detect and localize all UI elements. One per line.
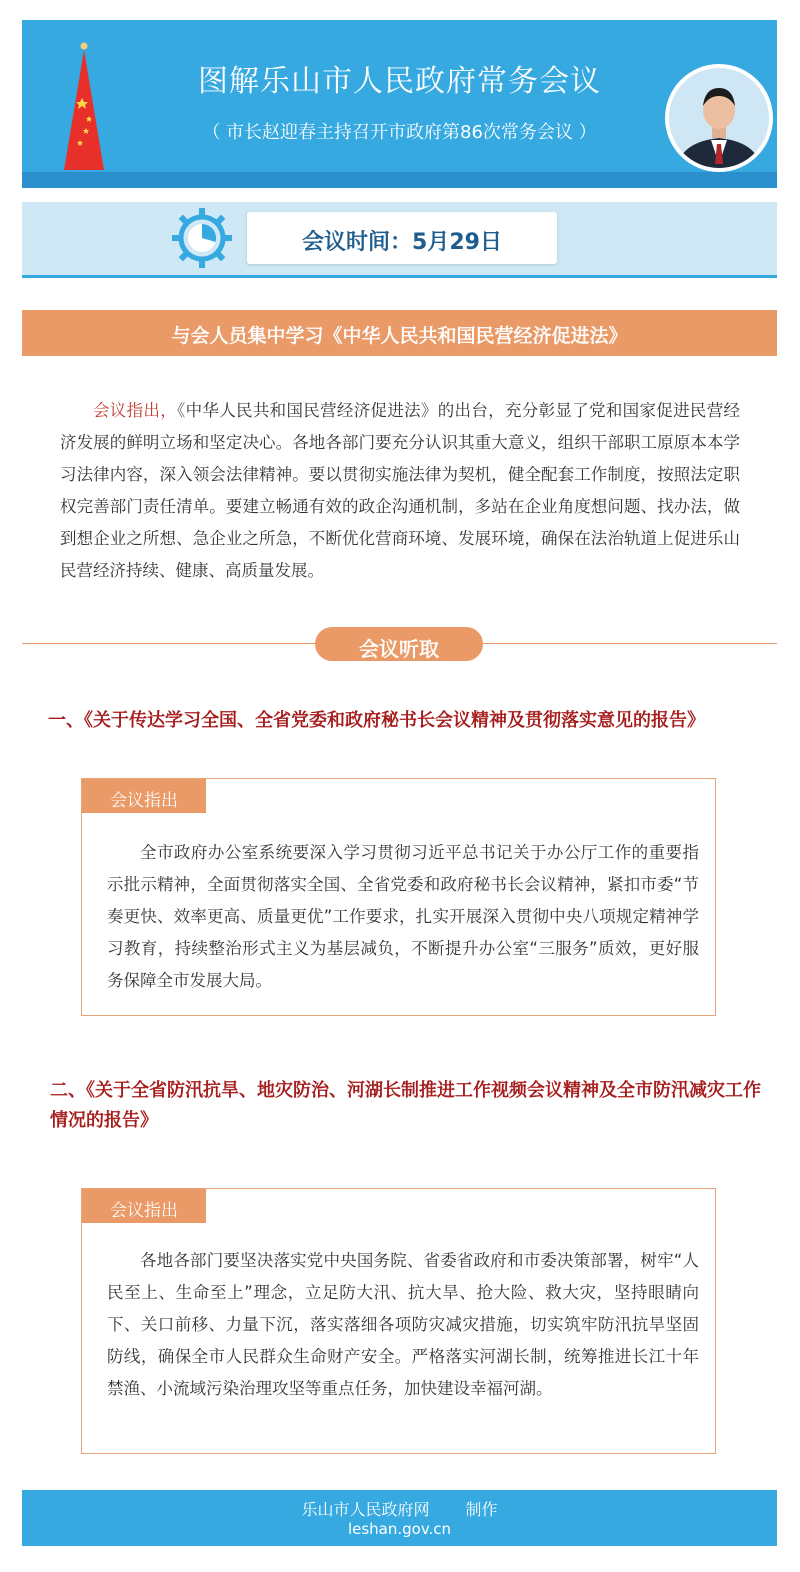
study-body: 《中华人民共和国民营经济促进法》的出台，充分彰显了党和国家促进民营经济发展的鲜明立场和坚定决心。各地各部门要充分认识其重大意义，组织干部职工原原本本学习法律内容，深入领会法律精神。要以贯彻实施法律为契机，健全配套工作制度，按照法定职权完善部门责任清单。要建立畅通有效的政企沟通机制，多站在企业角度想问题、找办法，做到想企业之所想、急企业之所急，不断优化营商环境、发展环境，确保在法治轨道上促进乐山民营经济持续、健康、高质量发展。 bbox=[60, 401, 741, 580]
footer-producer: 乐山市人民政府网 bbox=[301, 1500, 430, 1519]
banner-bottom-strip bbox=[22, 172, 777, 188]
report-body-2: 各地各部门要坚决落实党中央国务院、省委省政府和市委决策部署，树牢“人民至上、生命至上”理念，立足防大汛、抗大旱、抢大险、救大灾，坚持眼睛向下、关口前移、力量下沉，落实落细各项防灾减灾措施，切实筑牢防汛抗旱坚固防线，确保全市人民群众生命财产安全。严格落实河湖长制，统筹推进长江十年禁渔、小流域污染治理攻坚等重点任务，加快建设幸福河湖。 bbox=[107, 1251, 699, 1398]
hearing-pill bbox=[315, 627, 483, 661]
meeting-time-box bbox=[247, 212, 557, 264]
study-lead: 会议指出， bbox=[93, 401, 178, 420]
gear-clock-icon bbox=[170, 206, 234, 270]
footer-url[interactable]: leshan.gov.cn bbox=[347, 1520, 452, 1538]
report-heading-1: 一、《关于传达学习全国、全省党委和政府秘书长会议精神及贯彻落实意见的报告》 bbox=[48, 710, 705, 731]
page-title: 图解乐山市人民政府常务会议 bbox=[198, 64, 601, 99]
study-section-title: 与会人员集中学习《中华人民共和国民营经济促进法》 bbox=[171, 325, 628, 347]
page-subtitle: （ 市长赵迎春主持召开市政府第86次常务会议 ） bbox=[202, 122, 597, 143]
footer bbox=[22, 1490, 777, 1546]
report-body-1: 全市政府办公室系统要深入学习贯彻习近平总书记关于办公厅工作的重要指示批示精神，全面贯彻落实全国、全省党委和政府秘书长会议精神，紧扣市委“节奏更快、效率更高、质量更优”工作要求，扎实开展深入贯彻中央八项规定精神学习教育，持续整治形式主义为基层减负，不断提升办公室“三服务”质效，更好服务保障全市发展大局。 bbox=[107, 843, 699, 990]
study-section-bar bbox=[22, 310, 777, 356]
study-paragraph bbox=[60, 395, 740, 587]
footer-action: 制作 bbox=[465, 1500, 498, 1519]
hearing-title: 会议听取 bbox=[359, 637, 439, 661]
portrait-icon bbox=[669, 68, 769, 168]
portrait-avatar bbox=[665, 64, 773, 172]
meeting-time-bar bbox=[22, 202, 777, 278]
report-tag-label: 会议指出 bbox=[110, 1201, 178, 1221]
report-tag-label: 会议指出 bbox=[110, 791, 178, 811]
report-tag-2 bbox=[82, 1189, 206, 1223]
report-box-2 bbox=[81, 1188, 716, 1454]
report-tag-1 bbox=[82, 779, 206, 813]
header-banner bbox=[22, 20, 777, 188]
report-box-1 bbox=[81, 778, 716, 1016]
footer-credit bbox=[22, 1497, 777, 1520]
report-heading-2: 二、《关于全省防汛抗旱、地灾防治、河湖长制推进工作视频会议精神及全市防汛减灾工作情况的报告》 bbox=[50, 1080, 761, 1131]
meeting-time-label: 会议时间：5月29日 bbox=[302, 230, 502, 255]
